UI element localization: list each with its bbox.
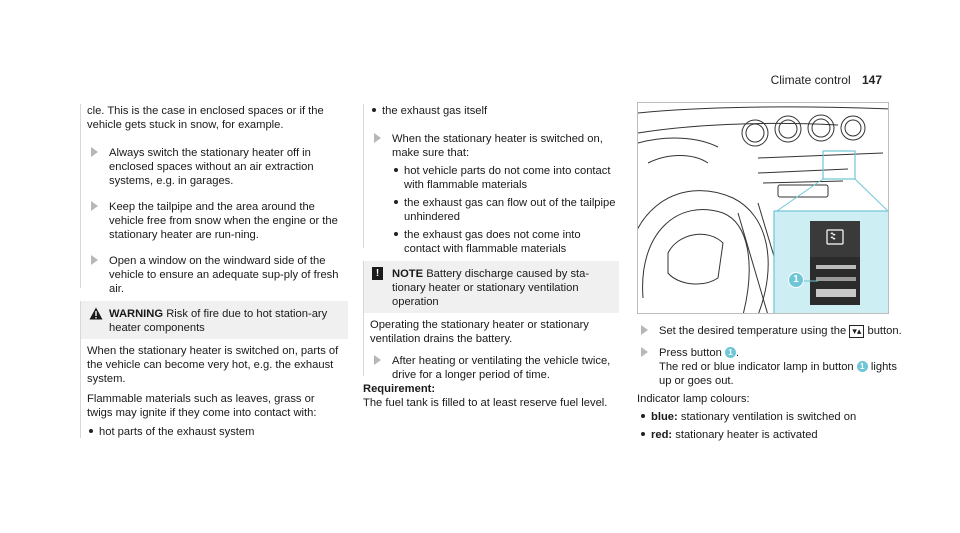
dashboard-illustration bbox=[637, 102, 889, 314]
list-item: the exhaust gas can flow out of the tailpipe unhindered bbox=[392, 196, 619, 224]
list-item: hot vehicle parts do not come into contact with flammable materials bbox=[392, 164, 619, 192]
col2-warning-continuation bbox=[363, 104, 619, 255]
step-item: Set the desired temperature using the ▾▴ button. bbox=[637, 324, 907, 338]
list-item: blue: stationary ventilation is switched on bbox=[639, 410, 907, 424]
intro-text: cle. This is the case in enclosed spaces or if the vehicle gets stuck in snow, for example. bbox=[87, 105, 324, 131]
arrow-icon bbox=[91, 201, 98, 211]
page-number: 147 bbox=[861, 73, 882, 87]
list-item: the exhaust gas itself bbox=[370, 104, 619, 118]
step-item: Always switch the stationary heater off in enclosed spaces without an air extraction systems, e.g. in garages. bbox=[87, 146, 348, 188]
requirement-label: Requirement: bbox=[363, 383, 436, 395]
col3-text bbox=[637, 324, 907, 446]
arrow-icon bbox=[91, 255, 98, 265]
dashboard-drawing bbox=[638, 103, 889, 314]
arrow-icon bbox=[641, 325, 648, 335]
note-box bbox=[363, 261, 619, 381]
step-item: When the stationary heater is switched on, make sure that: bbox=[370, 132, 619, 160]
arrow-icon bbox=[91, 147, 98, 157]
arrow-icon bbox=[374, 355, 381, 365]
callout-marker: 1 bbox=[857, 361, 868, 372]
arrow-icon bbox=[641, 347, 648, 357]
temperature-button-icon: ▾▴ bbox=[849, 325, 864, 338]
step-item: Open a window on the windward side of the vehicle to ensure an adequate sup-ply of fresh air. bbox=[87, 254, 348, 296]
section-title: Climate control bbox=[770, 73, 851, 87]
step-item: Keep the tailpipe and the area around the vehicle free from snow when the engine or the stationary heater are run-ning. bbox=[87, 200, 348, 242]
warning-label: WARNING bbox=[109, 308, 164, 320]
note-header bbox=[364, 261, 619, 313]
lamp-colours-label: Indicator lamp colours: bbox=[637, 393, 750, 405]
warning-body-2: Flammable materials such as leaves, grass or twigs may ignite if they come into contact with: bbox=[87, 393, 317, 419]
note-body: Operating the stationary heater or stationary ventilation drains the battery. bbox=[370, 319, 589, 345]
note-label: NOTE bbox=[392, 268, 424, 280]
warning-body-1: When the stationary heater is switched on, parts of the vehicle can become very hot, e.g. the exhaust system. bbox=[87, 345, 339, 385]
callout-badge: 1 bbox=[788, 272, 804, 288]
list-item: hot parts of the exhaust system bbox=[87, 425, 340, 439]
list-item: red: stationary heater is activated bbox=[639, 428, 907, 442]
note-icon: ! bbox=[372, 267, 383, 280]
arrow-icon bbox=[374, 133, 381, 143]
requirement-block bbox=[363, 382, 619, 410]
warning-triangle-icon bbox=[89, 307, 103, 320]
step-item: Press button 1 . The red or blue indicator lamp in button 1 lights up or goes out. bbox=[637, 346, 907, 388]
warning-title: Risk of fire due to hot station-ary heater components bbox=[109, 308, 328, 334]
warning-header bbox=[81, 301, 348, 339]
list-item: the exhaust gas does not come into contact with flammable materials bbox=[392, 228, 619, 256]
page-header bbox=[771, 73, 882, 88]
step-item: After heating or ventilating the vehicle twice, drive for a longer period of time. bbox=[370, 354, 611, 382]
warning-box bbox=[80, 301, 348, 438]
requirement-text: The fuel tank is filled to at least reserve fuel level. bbox=[363, 397, 608, 409]
note-title: Battery discharge caused by sta-tionary heater or stationary ventilation operation bbox=[392, 268, 590, 308]
col1-continuation bbox=[80, 104, 348, 295]
callout-marker: 1 bbox=[725, 347, 736, 358]
